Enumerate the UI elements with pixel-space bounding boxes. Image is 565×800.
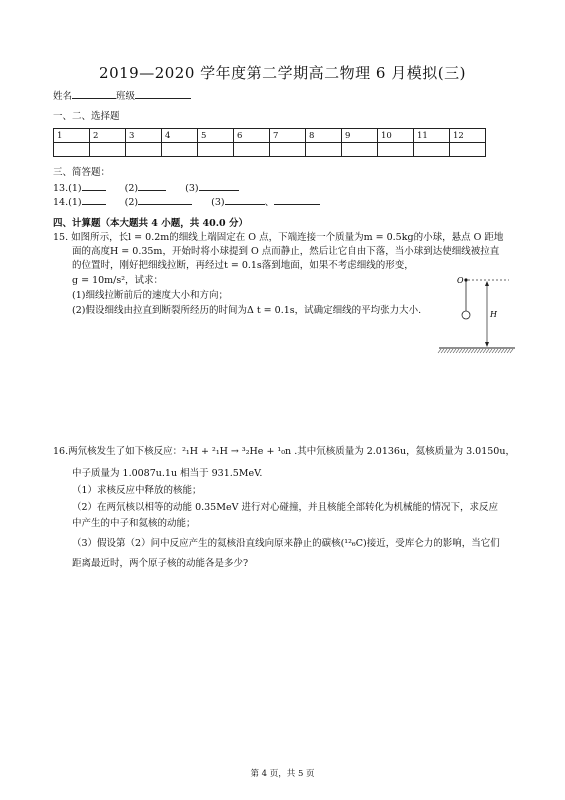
q13-part2: (2) (124, 183, 139, 194)
hatch-mark (468, 349, 471, 353)
name-class-row (53, 88, 191, 103)
q13-row (53, 180, 239, 195)
hatch-mark (438, 349, 441, 353)
answer-input-cell[interactable] (162, 143, 198, 157)
ground-hatching (438, 349, 513, 353)
answer-number-cell: 10 (378, 129, 414, 143)
answer-input-cell[interactable] (234, 143, 270, 157)
hatch-mark (456, 349, 459, 353)
ball (462, 311, 470, 319)
q14-blank-2[interactable] (138, 194, 192, 205)
q15-sub1: (1)细线拉断前后的速度大小和方向； (72, 290, 228, 301)
answer-number-cell: 11 (414, 129, 450, 143)
q13-part3: (3) (185, 183, 199, 194)
section4-heading: 四、计算题（本大题共 4 小题，共 40.0 分） (53, 218, 248, 229)
q14-separator: 、 (264, 197, 275, 208)
answer-input-cell[interactable] (54, 143, 90, 157)
answer-input-cell[interactable] (90, 143, 126, 157)
answer-input-cell[interactable] (126, 143, 162, 157)
q16-sub2b: 中产生的中子和氦核的动能； (72, 518, 196, 529)
q15-line3: 的位置时，刚好把细线拉断，再经过t = 0.1s落到地面，如果不考虑细线的形变， (72, 260, 414, 271)
answer-input-cell[interactable] (270, 143, 306, 157)
answer-number-cell: 8 (306, 129, 342, 143)
q13-blank-1[interactable] (82, 180, 106, 191)
height-arrow-top (485, 281, 489, 286)
q16-sub2a: （2）在两氘核以相等的动能 0.35MeV 进行对心碰撞，并且核能全部转化为机械能的情况下，求反应 (72, 502, 498, 513)
hatch-mark (489, 349, 492, 353)
answer-number-row (54, 129, 486, 143)
hatch-mark (450, 349, 453, 353)
q15-line4: g = 10m/s²，试求： (72, 275, 164, 286)
class-label: 班级 (116, 91, 136, 102)
answer-input-cell[interactable] (306, 143, 342, 157)
answer-number-cell: 6 (234, 129, 270, 143)
hatch-mark (447, 349, 450, 353)
answer-number-cell: 9 (342, 129, 378, 143)
answer-input-cell[interactable] (414, 143, 450, 157)
q16-line2: 中子质量为 1.0087u.1u 相当于 931.5MeV. (72, 468, 263, 479)
section3-heading: 三、简答题： (53, 167, 111, 178)
answer-number-cell: 1 (54, 129, 90, 143)
hatch-mark (501, 349, 504, 353)
hatch-mark (441, 349, 444, 353)
q15-sub2: (2)假设细线由拉直到断裂所经历的时间为Δ t = 0.1s，试确定细线的平均张力大小. (72, 305, 422, 316)
q16-sub3a: （3）假设第（2）问中反应产生的氦核沿直线向原来静止的碳核(¹²₆C)接近，受库仑力的影响，当它们 (72, 538, 500, 549)
pendulum-figure (437, 270, 517, 354)
q15-line2: 面的高度H = 0.35m，开始时将小球提到 O 点而静止，然后让它自由下落，当小球到达使细线被拉直 (72, 246, 500, 257)
answer-number-cell: 4 (162, 129, 198, 143)
q16-line1: 16.两氘核发生了如下核反应：²₁H + ²₁H → ³₂He + ¹₀n .其中氘核质量为 2.0136u，氦核质量为 3.0150u， (53, 446, 515, 457)
q14-blank-4[interactable] (274, 194, 320, 205)
hatch-mark (462, 349, 465, 353)
hatch-mark (453, 349, 456, 353)
hatch-mark (492, 349, 495, 353)
hatch-mark (444, 349, 447, 353)
answer-number-cell: 2 (90, 129, 126, 143)
hatch-mark (465, 349, 468, 353)
figure-label-o: O (457, 276, 464, 285)
q14-part3: (3) (211, 197, 225, 208)
answer-input-cell[interactable] (198, 143, 234, 157)
q14-blank-3[interactable] (225, 194, 265, 205)
page-footer: 第 4 页，共 5 页 (250, 769, 315, 779)
section1-heading: 一、二、选择题 (53, 111, 120, 122)
answer-number-cell: 3 (126, 129, 162, 143)
hatch-mark (495, 349, 498, 353)
page-title: 2019—2020 学年度第二学期高二物理 6 月模拟(三) (99, 64, 466, 82)
q14-number: 14.(1) (53, 197, 82, 208)
hatch-mark (471, 349, 474, 353)
hatch-mark (480, 349, 483, 353)
class-field[interactable] (135, 88, 191, 99)
hatch-mark (459, 349, 462, 353)
hatch-mark (498, 349, 501, 353)
q16-sub3b: 距离最近时，两个原子核的动能各是多少? (72, 558, 249, 569)
answer-input-cell[interactable] (450, 143, 486, 157)
q16-sub1: （1）求核反应中释放的核能； (72, 485, 202, 496)
answer-blank-row (54, 143, 486, 157)
hatch-mark (483, 349, 486, 353)
answer-number-cell: 7 (270, 129, 306, 143)
figure-label-h: H (490, 310, 497, 319)
hatch-mark (486, 349, 489, 353)
answer-input-cell[interactable] (378, 143, 414, 157)
hatch-mark (477, 349, 480, 353)
height-arrow-bottom (485, 342, 489, 347)
hatch-mark (510, 349, 513, 353)
q15-line1: 15. 如图所示，长l = 0.2m的细线上端固定在 O 点，下端连接一个质量为m = 0.5kg的小球，悬点 O 距地 (53, 232, 504, 243)
q14-part2: (2) (124, 197, 139, 208)
q14-row (53, 194, 320, 209)
answer-number-cell: 12 (450, 129, 486, 143)
q14-blank-1[interactable] (82, 194, 106, 205)
name-field[interactable] (72, 88, 116, 99)
hatch-mark (507, 349, 510, 353)
answer-grid (53, 128, 486, 157)
q13-blank-3[interactable] (199, 180, 239, 191)
name-label: 姓名 (53, 91, 73, 102)
q13-number: 13.(1) (53, 183, 82, 194)
answer-number-cell: 5 (198, 129, 234, 143)
hatch-mark (474, 349, 477, 353)
hatch-mark (504, 349, 507, 353)
answer-input-cell[interactable] (342, 143, 378, 157)
q13-blank-2[interactable] (138, 180, 166, 191)
